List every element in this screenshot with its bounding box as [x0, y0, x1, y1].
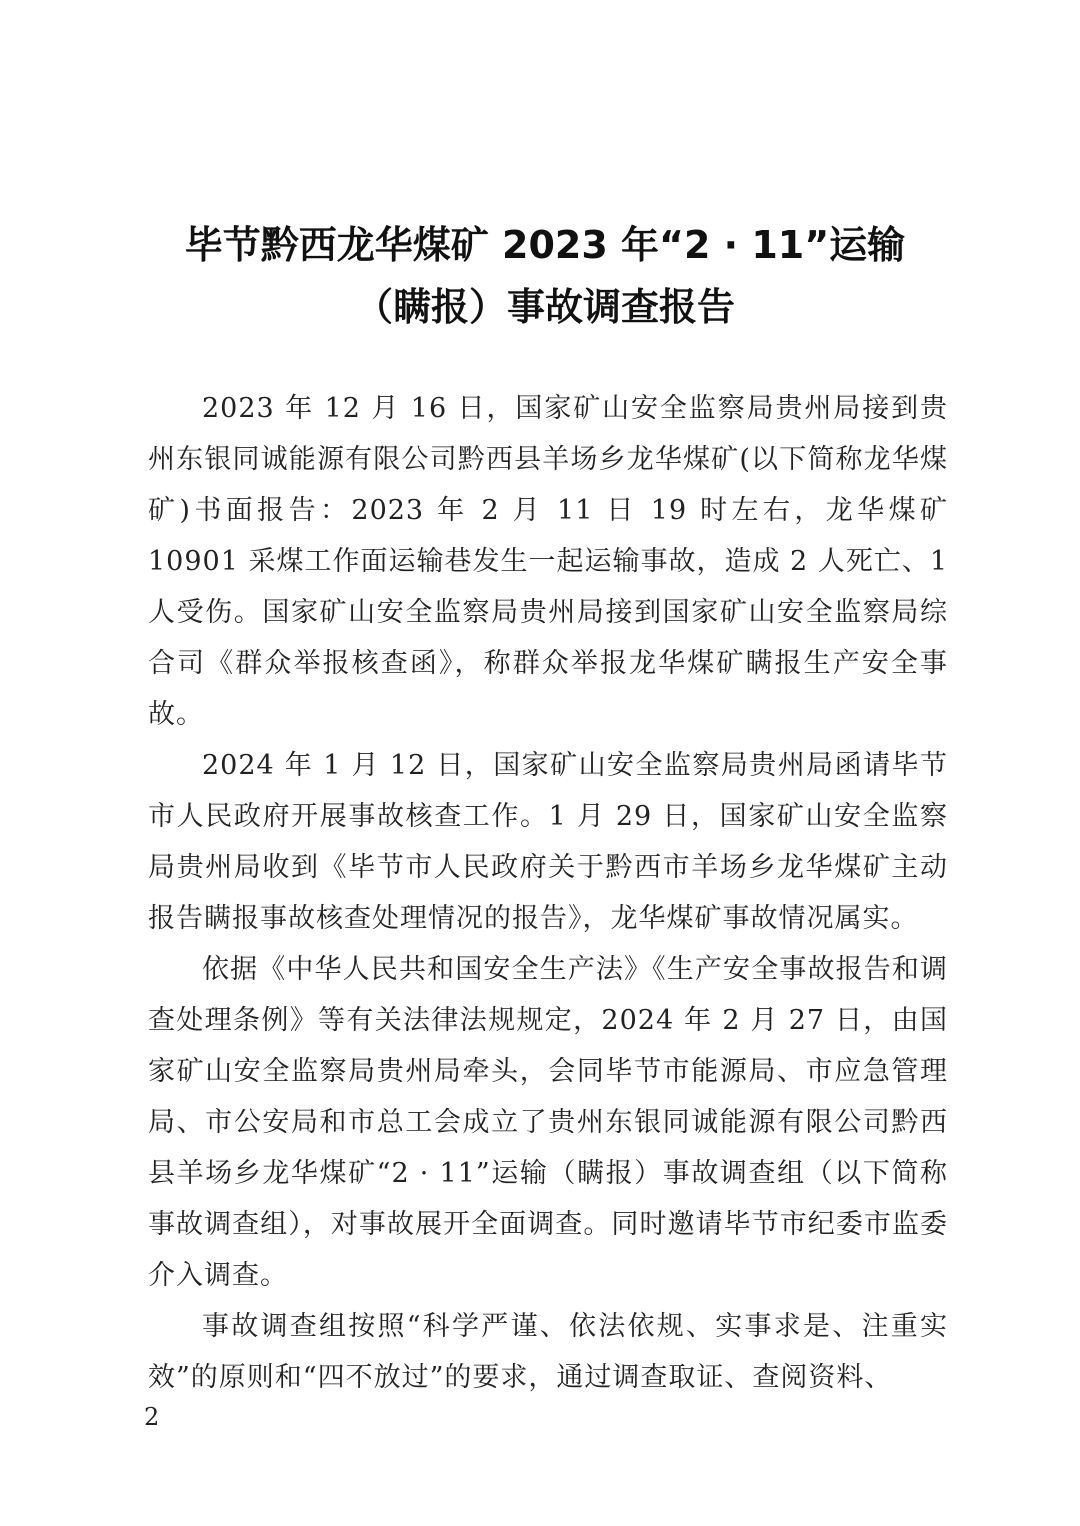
- paragraph-4: 事故调查组按照“科学严谨、依法依规、实事求是、注重实效”的原则和“四不放过”的要求，通过调查取证、查阅资料、: [148, 1311, 948, 1393]
- document-title: [150, 214, 940, 338]
- paragraph-1: 2023 年 12 月 16 日，国家矿山安全监察局贵州局接到贵州东银同诚能源有限公司黔西县羊场乡龙华煤矿(以下简称龙华煤矿)书面报告：2023 年 2 月 11 日 19 时左右，龙华煤矿 10901 采煤工作面运输巷发生一起运输事故，造成 2 人死亡、1 人受伤。国家矿山安全监察局贵州局接到国家矿山安全监察局综合司《群众举报核查函》，称群众举报龙华煤矿瞒报生产安全事故。: [148, 393, 948, 730]
- title-line-1: 毕节黔西龙华煤矿 2023 年“2 · 11”运输: [184, 223, 906, 267]
- page-number: 2: [144, 1403, 160, 1431]
- paragraph-2: 2024 年 1 月 12 日，国家矿山安全监察局贵州局函请毕节市人民政府开展事故核查工作。1 月 29 日，国家矿山安全监察局贵州局收到《毕节市人民政府关于黔西市羊场乡龙华煤矿主动报告瞒报事故核查处理情况的报告》，龙华煤矿事故情况属实。: [148, 750, 948, 934]
- document-body: [148, 383, 948, 1403]
- paragraph-3: 依据《中华人民共和国安全生产法》《生产安全事故报告和调查处理条例》等有关法律法规规定，2024 年 2 月 27 日，由国家矿山安全监察局贵州局牵头，会同毕节市能源局、市应急管理局、市公安局和市总工会成立了贵州东银同诚能源有限公司黔西县羊场乡龙华煤矿“2 · 11”运输（瞒报）事故调查组（以下简称事故调查组），对事故展开全面调查。同时邀请毕节市纪委市监委介入调查。: [148, 954, 948, 1291]
- title-line-2: （瞒报）事故调查报告: [354, 285, 735, 329]
